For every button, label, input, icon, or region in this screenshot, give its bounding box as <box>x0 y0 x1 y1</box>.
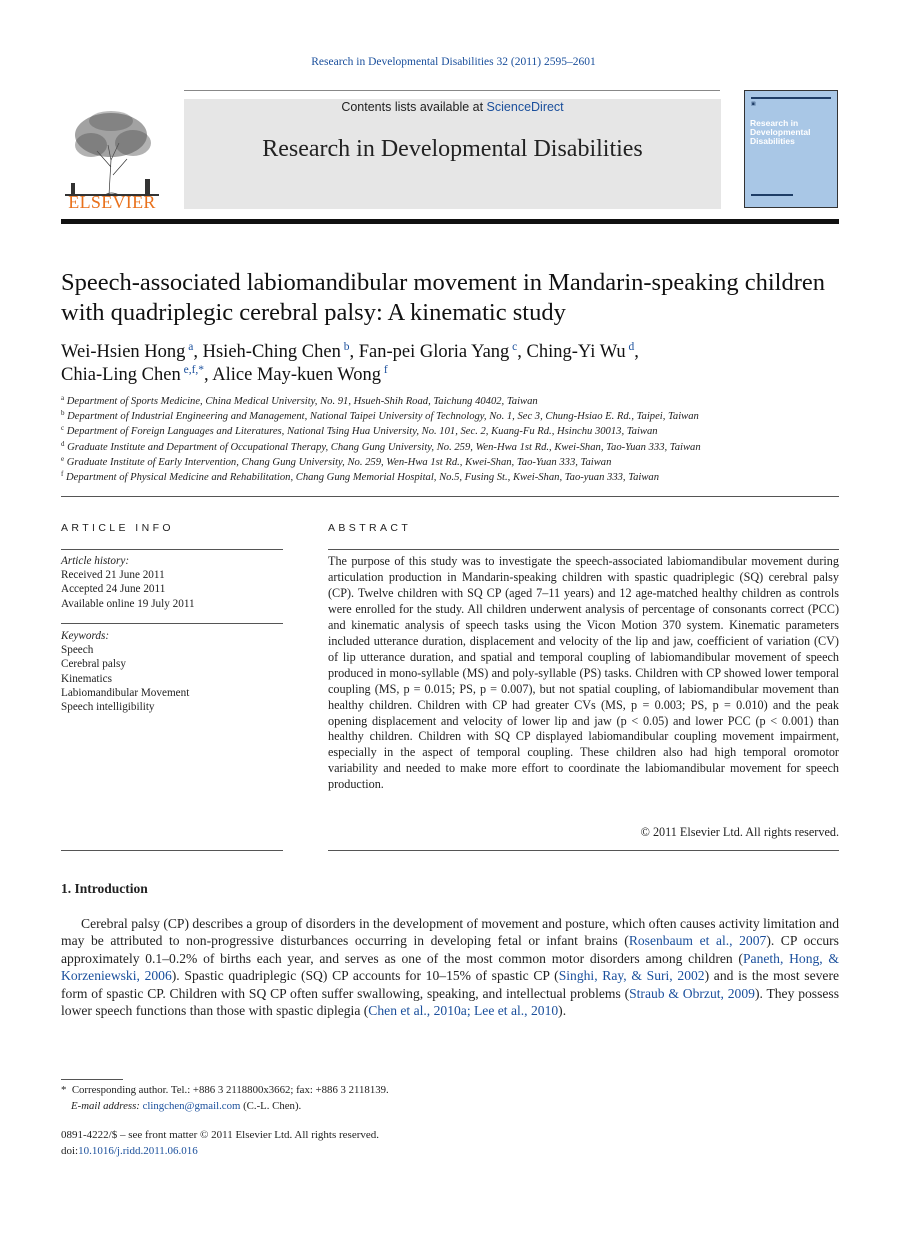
affiliation-item <box>61 455 851 470</box>
author-affiliation-marker[interactable]: a <box>185 341 194 353</box>
citation-link[interactable]: Straub & Obrzut, 2009 <box>629 985 755 1001</box>
paragraph-text: ). They possess lower speech functions than those with spastic diplegia ( <box>61 985 839 1019</box>
article-info-rule-top <box>61 549 283 550</box>
cover-top-bar <box>751 97 831 99</box>
doi-label: doi: <box>61 1144 79 1157</box>
footnote-rule <box>61 1079 123 1080</box>
author-affiliation-marker[interactable]: c <box>509 341 518 353</box>
author-affiliation-marker[interactable]: e,f,* <box>180 364 205 376</box>
contents-available-line <box>184 100 721 114</box>
keyword: Speech <box>61 644 94 657</box>
journal-title: Research in Developmental Disabilities <box>262 136 643 162</box>
affiliation-text: Graduate Institute and Department of Occupational Therapy, Chang Gung University, No. 259, Wen-Hwa 1st Rd., Kwei-Shan, Tao-Yuan 333, Taiwan <box>64 441 701 453</box>
citation-link[interactable]: Singhi, Ray, & Suri, 2002 <box>558 968 705 984</box>
cover-bottom-bar <box>751 194 793 196</box>
masthead-top-rule <box>184 90 720 91</box>
paragraph-text: ). CP occurs approximately 0.1–0.2% of births each year, and serves as one of the most common motor disorders among children ( <box>61 933 839 966</box>
affiliation-item <box>61 409 851 424</box>
author-affiliation-marker[interactable]: d <box>625 341 635 353</box>
cover-title: Research in Developmental Disabilities <box>750 118 811 146</box>
affiliation-text: Department of Foreign Languages and Literatures, National Tsing Hua University, No. 101, Sec. 2, Kuang-Fu Rd., Hsinchu 30013, Taiwan <box>64 426 658 438</box>
keyword: Labiomandibular Movement <box>61 686 190 699</box>
email-link[interactable]: clingchen@gmail.com <box>142 1099 241 1112</box>
author-name: Ching-Yi Wu <box>526 342 626 362</box>
paragraph-text: ) and is the most severe form of spastic CP. Children with SQ CP often suffer swallowing, speaking, and intellectual problems ( <box>61 968 840 1001</box>
issn-line: 0891-4222/$ – see front matter © 2011 Elsevier Ltd. All rights reserved. <box>61 1129 380 1141</box>
abstract-copyright: © 2011 Elsevier Ltd. All rights reserved. <box>640 825 839 839</box>
corresponding-author-footnote <box>61 1083 839 1114</box>
journal-citation[interactable]: Research in Developmental Disabilities 32 (2011) 2595–2601 <box>311 56 596 68</box>
footnote-marker: * <box>61 1084 67 1096</box>
keyword: Kinematics <box>61 672 112 685</box>
accepted-date: Accepted 24 June 2011 <box>61 583 166 596</box>
affiliation-text: Department of Sports Medicine, China Medical University, No. 91, Hsueh-Shih Road, Taichung 40402, Taiwan <box>64 396 538 407</box>
introduction-paragraph <box>61 915 839 1019</box>
affiliation-item <box>61 440 851 455</box>
author-name: Wei-Hsien Hong <box>61 342 186 362</box>
corresponding-author-info: Corresponding author. Tel.: +886 3 2118800x3662; fax: +886 3 2118139. <box>71 1084 389 1096</box>
elsevier-wordmark: ELSEVIER <box>68 192 156 212</box>
author-name: Chia-Ling Chen <box>61 365 181 385</box>
author-name: Hsieh-Ching Chen <box>202 342 341 362</box>
contents-prefix: Contents lists available at <box>341 100 487 114</box>
affiliation-item <box>61 424 851 439</box>
doi-link[interactable]: 10.1016/j.ridd.2011.06.016 <box>78 1144 198 1157</box>
affiliation-key: a <box>61 394 65 402</box>
author-affiliation-marker[interactable]: f <box>381 364 388 376</box>
affiliation-key: d <box>61 439 65 448</box>
citation-link[interactable]: Chen et al., 2010a; Lee et al., 2010 <box>368 1003 559 1019</box>
abstract-rule-bottom <box>328 850 839 851</box>
keywords-block <box>61 629 283 714</box>
paragraph-text: ). Spastic quadriplegic (SQ) CP accounts for 10–15% of spastic CP ( <box>171 968 559 984</box>
abstract-rule-top <box>328 549 839 550</box>
keyword: Speech intelligibility <box>61 701 155 714</box>
front-matter <box>61 1128 839 1159</box>
article-info-rule-mid <box>61 623 283 624</box>
affiliation-text: Department of Industrial Engineering and Management, National Taipei University of Technology, No. 1, Sec 3, Chung-Hsiao E. Rd., Taipei, Taiwan <box>64 411 699 423</box>
affiliation-key: f <box>61 470 64 479</box>
article-title: Speech-associated labiomandibular movement in Mandarin-speaking children with quadriplegic cerebral palsy: A kinematic study <box>61 269 826 326</box>
affiliation-key: b <box>61 409 65 418</box>
abstract-heading: ABSTRACT <box>328 522 412 534</box>
affiliation-list <box>61 394 851 485</box>
article-info-heading: ARTICLE INFO <box>61 522 174 534</box>
paragraph-text: ). <box>558 1003 567 1019</box>
affiliation-item <box>61 470 851 485</box>
citation-link[interactable]: Paneth, Hong, & Korzeniewski, 2006 <box>61 950 839 984</box>
author-name: Alice May-kuen Wong <box>212 365 382 385</box>
journal-cover-thumbnail[interactable] <box>744 90 838 208</box>
cover-publisher-mark-icon: ▣ <box>751 101 756 107</box>
author-affiliation-marker[interactable]: b <box>340 341 350 353</box>
introduction-heading: 1. Introduction <box>61 881 148 896</box>
affiliation-text: Department of Physical Medicine and Rehabilitation, Chang Gung Memorial Hospital, No.5, Fusing St., Kwei-Shan, Tao-yuan 333, Taiwan <box>63 472 660 484</box>
header-thick-rule <box>61 219 839 224</box>
abstract-text: The purpose of this study was to investigate the speech-associated labiomandibular movement during articulation production in Mandarin-speaking children with spastic quadriplegic (SQ) cerebral palsy (CP). Twelve children with SQ CP (aged 7–11 years) and 12 age-matched healthy children as controls were enrolled for the study. All children underwent analysis of percentage of consonants correct (PCC) and kinematic analysis of speech tasks using the Vicon Motion 370 system. Kinematic parameters included utterance duration, displacement and velocity of the lip and jaw, coefficient of variation (CV) of lip utterance duration, and spatial and temporal coupling of labiomandibular movement of speech produced in mono-syllable (MS) and poly-syllable (PS) tasks. Children with CP showed lower temporal coupling (MS, p = 0.015; PS, p = 0.007), but not spatial coupling, of labiomandibular movement than healthy children. Children with CP had greater CVs (MS, p = 0.003; PS, p = 0.010) and the peak opening displacement and velocity of lower lip and jaw (p < 0.05) and lower PCC (p < 0.001) than healthy children. Children with SQ CP displayed labiomandibular coupling movement impairment, especially in the aspect of temporal coupling. These children also had high temporal oromotor variability and needed to make more effort to coordinate the labiomandibular movement for speech production. <box>328 554 839 792</box>
email-suffix: (C.-L. Chen). <box>240 1099 302 1112</box>
affiliation-text: Graduate Institute of Early Intervention, Chang Gung University, No. 259, Wen-Hwa 1st Rd., Kwei-Shan, Tao-Yuan 333, Taiwan <box>64 456 612 468</box>
author-list: Wei-Hsien Hong $^a$, Hsieh-Ching Chen $^b$, Fan-pei Gloria Yang $^c$, Ching-Yi Wu $^d$, Chia-Ling Chen $^{e,f,*}$, Alice May-kuen Wong $^f$ <box>61 341 639 385</box>
affiliation-item <box>61 394 851 409</box>
sciencedirect-link[interactable]: ScienceDirect <box>486 100 564 114</box>
author-name: Fan-pei Gloria Yang <box>358 342 510 362</box>
email-label: E-mail address: <box>71 1099 140 1112</box>
received-date: Received 21 June 2011 <box>61 569 165 582</box>
affiliation-key: e <box>61 454 65 463</box>
affiliation-key: c <box>61 424 65 433</box>
keyword: Cerebral palsy <box>61 658 126 671</box>
article-history <box>61 554 283 611</box>
citation-link[interactable]: Rosenbaum et al., 2007 <box>628 933 767 949</box>
affiliations-rule <box>61 496 839 497</box>
online-date: Available online 19 July 2011 <box>61 597 195 610</box>
history-label: Article history: <box>61 555 130 567</box>
article-info-rule-bottom <box>61 850 283 851</box>
paragraph-text: Cerebral palsy (CP) describes a group of disorders in the development of movement and posture, which often causes activity limitation and may be attributed to non-progressive disturbances occurring in developing fetal or infant brains ( <box>61 916 839 949</box>
keywords-label: Keywords: <box>61 630 110 642</box>
